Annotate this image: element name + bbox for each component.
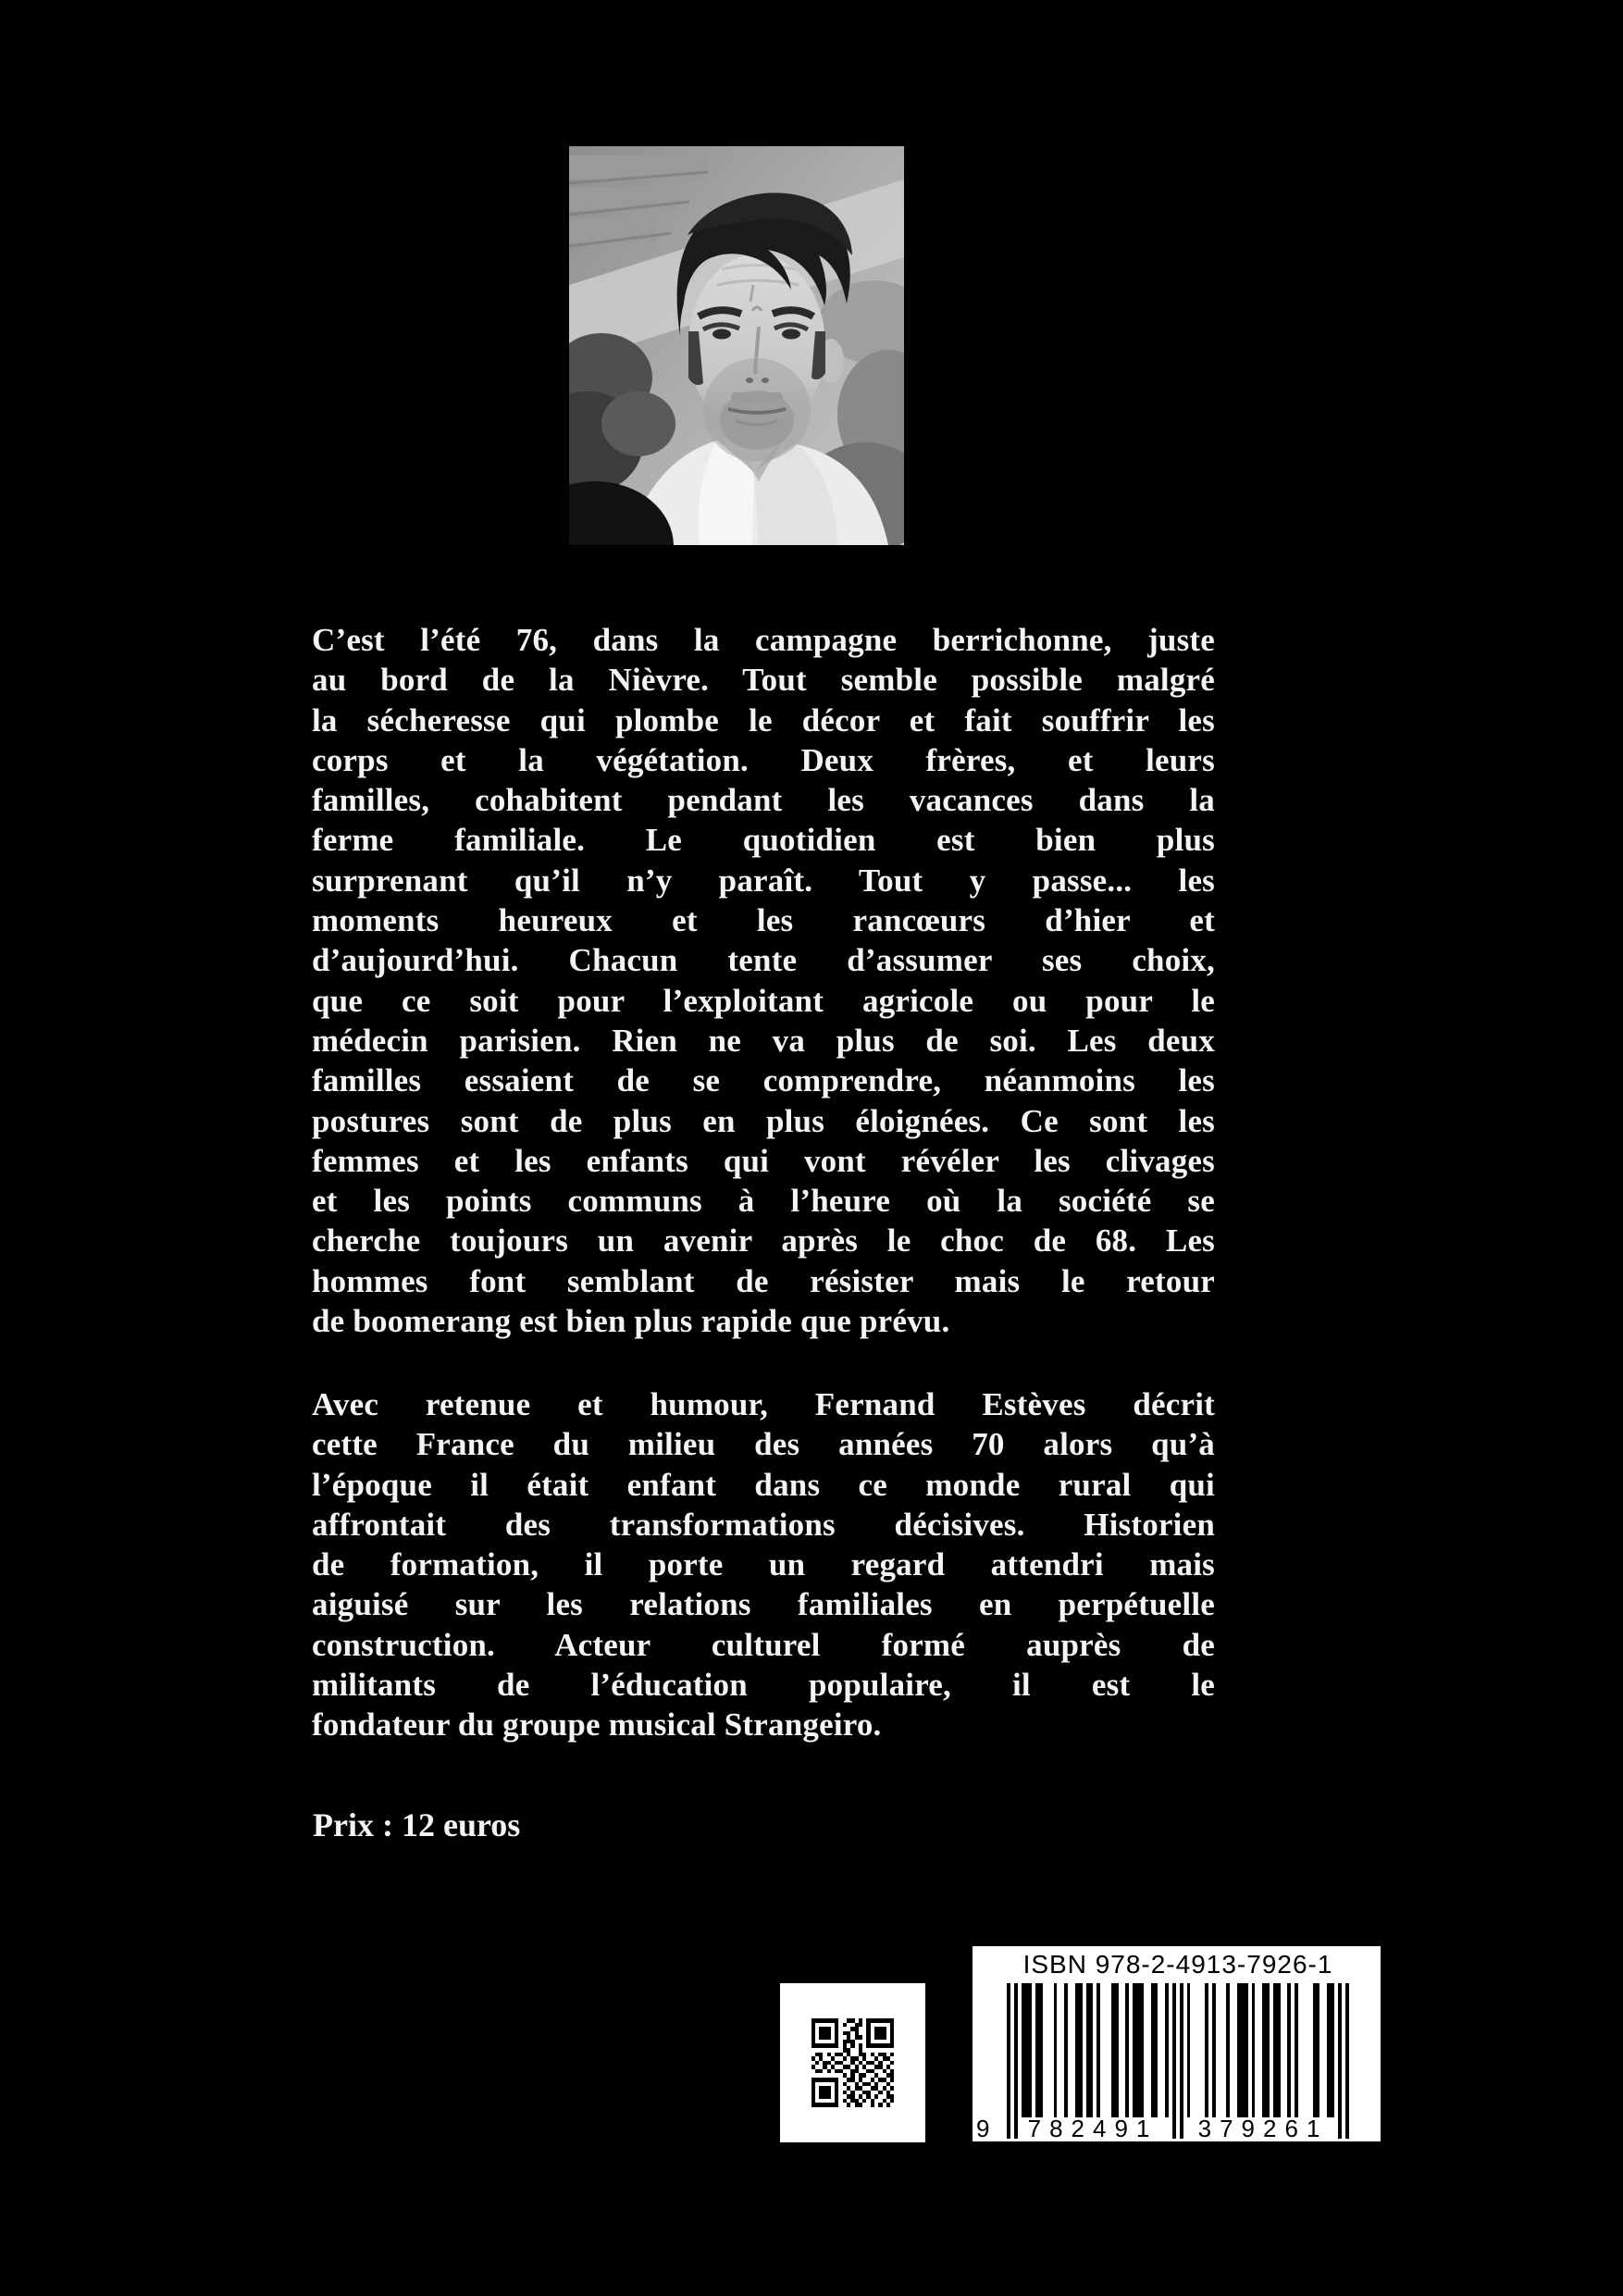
text-line: et les points communs à l’heure où la société se bbox=[312, 1183, 1215, 1220]
text-line: familles, cohabitent pendant les vacances dans la bbox=[312, 782, 1215, 819]
barcode-digit-group: 379261 bbox=[1197, 2115, 1329, 2142]
text-line: cette France du milieu des années 70 alors qu’à bbox=[312, 1426, 1215, 1463]
text-line: que ce soit pour l’exploitant agricole ou pour le bbox=[312, 982, 1215, 1019]
qr-code-panel bbox=[780, 1983, 925, 2142]
isbn-label: ISBN 978-2-4913-7926-1 bbox=[1022, 1950, 1333, 1979]
text-line: aiguisé sur les relations familiales en perpétuelle bbox=[312, 1586, 1215, 1623]
text-line: de formation, il porte un regard attendri mais bbox=[312, 1546, 1215, 1583]
text-line: familles essaient de se comprendre, néanmoins les bbox=[312, 1062, 1215, 1099]
price-label: Prix : 12 euros bbox=[313, 1806, 521, 1843]
synopsis-text bbox=[312, 620, 1215, 1341]
text-line: femmes et les enfants qui vont révéler les clivages bbox=[312, 1142, 1215, 1179]
text-line: cherche toujours un avenir après le choc de 68. Les bbox=[312, 1222, 1215, 1260]
text-line: la sécheresse qui plombe le décor et fait souffrir les bbox=[312, 701, 1215, 738]
text-line: affrontait des transformations décisives. Historien bbox=[312, 1506, 1215, 1543]
text-line: moments heureux et les rancœurs d’hier et bbox=[312, 902, 1215, 939]
qr-code bbox=[812, 2018, 895, 2107]
text-line: construction. Acteur culturel formé auprès de bbox=[312, 1626, 1215, 1663]
text-line: surprenant qu’il n’y paraît. Tout y passe... les bbox=[312, 862, 1215, 899]
text-line: postures sont de plus en plus éloignées. Ce sont les bbox=[312, 1102, 1215, 1139]
text-line: ferme familiale. Le quotidien est bien plus bbox=[312, 822, 1215, 859]
text-line: au bord de la Nièvre. Tout semble possible malgré bbox=[312, 662, 1215, 699]
text-line: fondateur du groupe musical Strangeiro. bbox=[312, 1706, 882, 1744]
text-line: corps et la végétation. Deux frères, et leurs bbox=[312, 741, 1215, 778]
author-photo-graphic bbox=[569, 146, 904, 545]
barcode-digit-group: 9 bbox=[976, 2115, 990, 2142]
text-line: médecin parisien. Rien ne va plus de soi. Les deux bbox=[312, 1022, 1215, 1059]
text-line: l’époque il était enfant dans ce monde rural qui bbox=[312, 1466, 1215, 1503]
text-line: de boomerang est bien plus rapide que prévu. bbox=[312, 1303, 950, 1340]
author-photo bbox=[569, 146, 904, 545]
text-line: Avec retenue et humour, Fernand Estèves décrit bbox=[312, 1386, 1215, 1422]
isbn-panel bbox=[973, 1946, 1381, 2141]
bio-text bbox=[312, 1384, 1215, 1745]
text-line: C’est l’été 76, dans la campagne berrichonne, juste bbox=[312, 622, 1215, 658]
text-line: hommes font semblant de résister mais le retour bbox=[312, 1262, 1215, 1299]
text-line: d’aujourd’hui. Chacun tente d’assumer ses choix, bbox=[312, 942, 1215, 979]
text-line: militants de l’éducation populaire, il est le bbox=[312, 1667, 1215, 1704]
barcode-digit-group: 782491 bbox=[1027, 2115, 1158, 2142]
